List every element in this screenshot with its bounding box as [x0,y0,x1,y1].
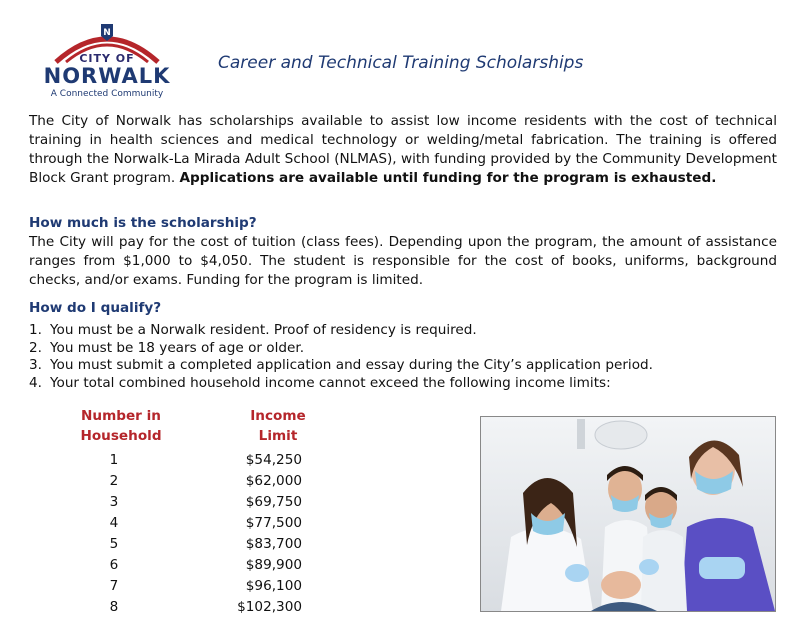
logo-norwalk: NORWALK [43,64,171,88]
list-text: You must be 18 years of age or older. [50,339,305,356]
income-limit: $96,100 [245,578,302,594]
household-size: 1 [109,452,119,468]
logo-city-of: CITY OF [79,52,135,65]
dental-training-illustration [481,417,775,611]
list-item [29,375,653,393]
household-size: 2 [109,473,119,489]
list-number: 3. [29,357,42,373]
header-line: Limit [258,428,298,444]
list-number: 2. [29,339,42,356]
header-number-in-household [62,406,180,446]
household-size: 5 [109,536,119,552]
scholarship-paragraph: The City will pay for the cost of tuition (class fees). Depending upon the program, the amount of assistance ranges from $1,000 to $4,050. The student is responsible for the cost of books, uniforms, background checks, and/or exams. Funding for the program is limited. [29,234,777,288]
header-income-limit [226,406,330,446]
qualify-list [29,322,653,392]
list-item [29,322,653,340]
header-line: Income [250,408,306,424]
intro-paragraph [29,112,777,188]
scholarship-heading: How much is the scholarship? [29,215,257,231]
list-item [29,357,653,375]
income-limit: $77,500 [245,515,302,531]
logo-tagline: A Connected Community [50,89,164,99]
page-title: Career and Technical Training Scholarships [218,53,584,73]
income-limit: $54,250 [245,452,302,468]
list-number: 1. [29,322,42,338]
header-line: Number in [81,408,161,424]
income-limit: $62,000 [245,473,302,489]
income-limit: $69,750 [245,494,302,510]
household-size: 7 [109,578,119,594]
qualify-heading: How do I qualify? [29,300,162,316]
household-size: 8 [109,599,119,615]
household-size: 3 [109,494,119,510]
list-text: You must be a Norwalk resident. Proof of residency is required. [50,322,477,338]
list-text: Your total combined household income cannot exceed the following income limits: [50,374,611,391]
list-text: You must submit a completed application and essay during the City’s application period. [50,357,653,373]
list-number: 4. [29,374,42,391]
city-logo [42,22,172,104]
household-size: 4 [109,515,119,531]
intro-bold-text: Applications are available until funding for the program is exhausted. [179,170,717,186]
list-item [29,340,653,358]
medical-training-photo [480,416,776,612]
income-limit: $89,900 [245,557,302,573]
logo-badge-letter: N [103,28,111,38]
header-line: Household [80,428,162,444]
household-size: 6 [109,557,119,573]
income-limit: $102,300 [237,599,302,615]
income-limit: $83,700 [245,536,302,552]
intro-text: The City of Norwalk has scholarships available to assist low income residents with the cost of technical training in health sciences and medical technology or welding/metal fabrication. The training is offered through the Norwalk-La Mirada Adult School (NLMAS), with funding provided by the Community Development Block Grant program. [29,113,777,186]
